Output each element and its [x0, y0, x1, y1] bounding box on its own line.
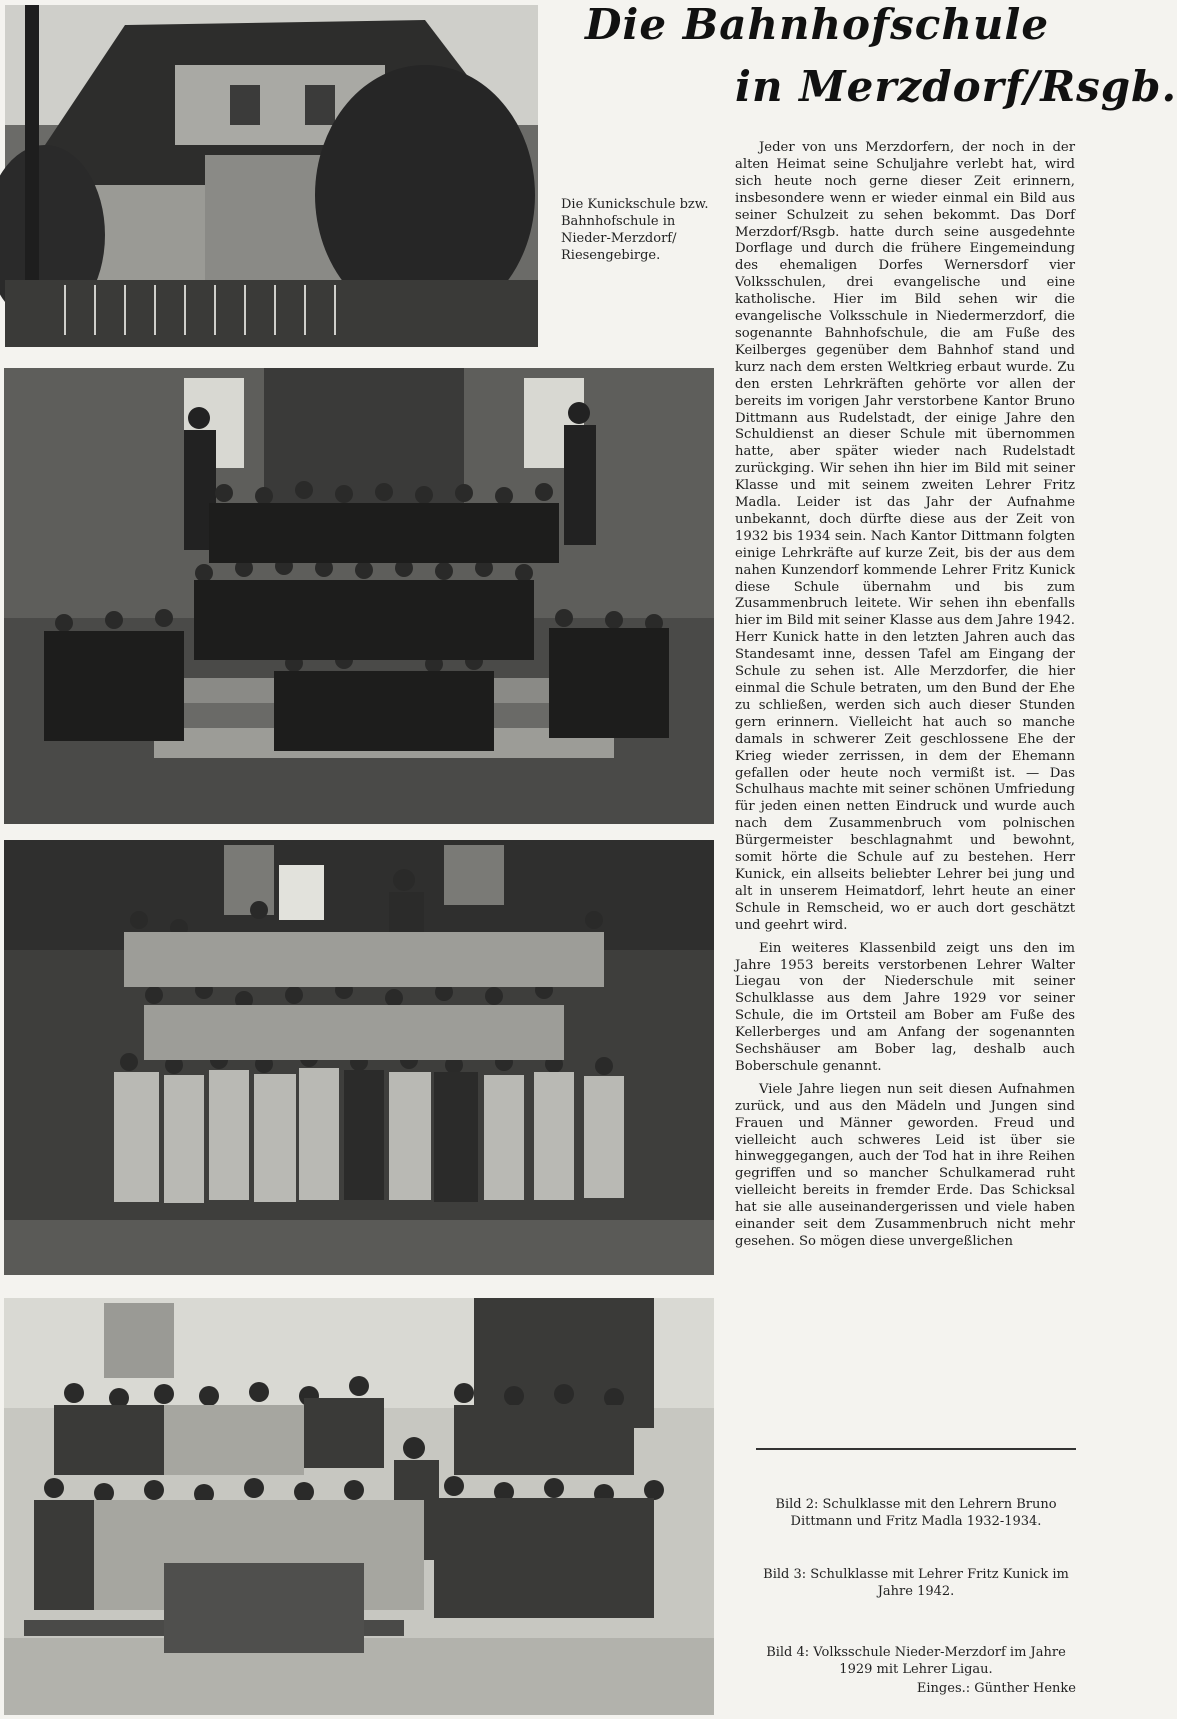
photo-class-1929	[4, 1298, 714, 1715]
body-paragraph: Jeder von uns Merzdorfern, der noch in der alten Heimat seine Schuljahre verlebt hat, wird sich heute noch gerne dieser Zeit erinnern, insbesondere wenn er wieder einmal ein Bild aus seiner Schulzeit zu sehen bekommt. Das Dorf Merzdorf/Rsgb. hatte durch seine ausgedehnte Dorflage und durch die frühere Eingemeindung des ehemaligen Dorfes Wernersdorf vier Volksschulen, drei evangelische und eine katholische. Hier im Bild sehen wir die evangelische Volksschule in Niedermerzdorf, die sogenannte Bahnhofschule, die am Fuße des Keilberges gegenüber dem Bahnhof stand und kurz nach dem ersten Weltkrieg erbaut wurde. Zu den ersten Lehrkräften gehörte vor allen der bereits im vorigen Jahr verstorbene Kantor Bruno Dittmann aus Rudelstadt, der einige Jahre den Schuldienst an dieser Schule mit übernommen hatte, aber später wieder nach Rudelstadt zurückging. Wir sehen ihn hier im Bild mit seiner Klasse und mit seinem zweiten Lehrer Fritz Madla. Leider ist das Jahr der Aufnahme unbekannt, doch dürfte diese aus der Zeit von 1932 bis 1934 sein. Nach Kantor Dittmann folgten einige Lehrkräfte auf kurze Zeit, bis der aus dem nahen Kunzendorf kommende Lehrer Fritz Kunick diese Schule übernahm und bis zum Zusammenbruch leitete. Wir sehen ihn ebenfalls hier im Bild mit seiner Klasse aus dem Jahre 1942. Herr Kunick hatte in den letzten Jahren auch das Standesamt inne, dessen Tafel am Eingang der Schule zu sehen ist. Alle Merzdorfer, die hier einmal die Schule betraten, um den Bund der Ehe zu schließen, werden sich auch dieser Stunden gern erinnern. Vielleicht hat auch so manche damals in schwerer Zeit geschlossene Ehe der Krieg wieder zerrissen, in dem der Ehemann gefallen oder heute noch vermißt ist. — Das Schulhaus machte mit seiner schönen Umfriedung für jeden einen netten Eindruck und wurde auch nach dem Zusammenbruch vom polnischen Bürgermeister beschlagnahmt und bewohnt, somit hörte die Schule auf zu bestehen. Herr Kunick, ein allseits beliebter Lehrer bei jung und alt in unserem Heimatdorf, lehrt heute an einer Schule in Remscheid, wo er auch dort geschätzt und geehrt wird.	[735, 140, 1075, 933]
caption-bild4: Bild 4: Volksschule Nieder-Merzdorf im Jahre 1929 mit Lehrer Ligau.	[766, 1645, 1066, 1677]
body-paragraph: Viele Jahre liegen nun seit diesen Aufnahmen zurück, und aus den Mädeln und Jungen sind Frauen und Männer geworden. Freud und vielleicht auch schweres Leid ist über sie hinweggegangen, auch der Tod hat in ihre Reihen gegriffen und so mancher Schulkamerad ruht vielleicht bereits in fremder Erde. Das Schicksal hat sie alle auseinandergerissen und viele haben einander seit dem Zusammenbruch nicht mehr gesehen. So mögen diese unvergeßlichen	[735, 1081, 1075, 1249]
body-paragraph: Ein weiteres Klassenbild zeigt uns den im Jahre 1953 bereits verstorbenen Lehrer Walter Liegau von der Niederschule mit seiner Schulklasse aus dem Jahre 1929 vor seiner Schule, die im Ortsteil am Bober am Fuße des Kellerberges und am Anfang der sogenannten Sechshäuser am Bober lag, deshalb auch Boberschule genannt.	[735, 940, 1075, 1074]
caption-credit: Einges.: Günther Henke	[916, 1681, 1076, 1696]
article-title-line1: Die Bahnhofschule	[585, 0, 1050, 49]
photo-class-1932	[4, 368, 714, 824]
caption-bild3: Bild 3: Schulklasse mit Lehrer Fritz Kunick im Jahre 1942.	[763, 1567, 1069, 1599]
article-title-line2: in Merzdorf/Rsgb.	[735, 62, 1177, 111]
photo1-caption: Die Kunickschule bzw. Bahnhofschule in Nieder-Merzdorf/ Riesengebirge.	[561, 197, 709, 263]
article-body	[735, 140, 1075, 1257]
caption-divider	[756, 1448, 1076, 1450]
caption-bild2: Bild 2: Schulklasse mit den Lehrern Bruno Dittmann und Fritz Madla 1932-1934.	[775, 1497, 1057, 1529]
photo-school-house	[5, 5, 538, 347]
photo-class-1942	[4, 840, 714, 1275]
